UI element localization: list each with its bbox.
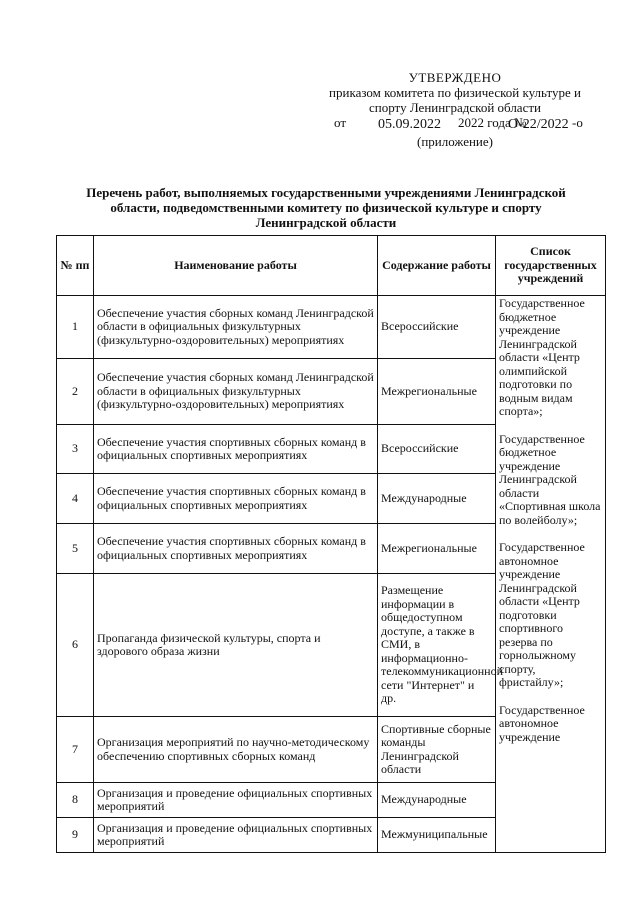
institution-item: Государственное бюджетное учреждение Ленинградской области «Спортивная школа по волейболу»; [499,431,601,527]
approval-date-line [290,115,620,131]
approval-year-text: 2022 года № [458,115,527,130]
title-line-3: Ленинградской области [255,215,397,230]
institution-item: Государственное автономное учреждение [499,702,585,744]
row-num: 7 [57,717,94,783]
title-line-2: области, подведомственными комитету по физической культуре и спорту [110,200,542,215]
table-header-row [57,236,606,296]
row-content: Всероссийские [378,296,496,359]
row-content: Международные [378,783,496,818]
institution-item: Государственное бюджетное учреждение Ленинградской области «Центр олимпийской подготовки по водным видам спорта»; [499,296,585,418]
header-institutions: Список государственных учреждений [496,236,606,296]
institution-item: Государственное автономное учреждение Ленинградской области «Центр подготовки спортивного резерва по горнолыжному спорту, фристайлу»; [499,540,585,689]
row-name: Обеспечение участия спортивных сборных команд в официальных спортивных мероприятиях [94,474,378,524]
row-num: 4 [57,474,94,524]
row-name: Обеспечение участия сборных команд Ленинградской области в официальных физкультурных (физкультурно-оздоровительных) мероприятиях [94,296,378,359]
row-name: Пропаганда физической культуры, спорта и здорового образа жизни [94,574,378,717]
row-name: Организация мероприятий по научно-методическому обеспечению спортивных сборных команд [94,717,378,783]
approval-block [290,70,620,149]
row-content: Размещение информации в общедоступном доступе, а также в СМИ, в информационно-телекоммуникационной сети "Интернет" и др. [378,574,496,717]
row-name: Организация и проведение официальных спортивных мероприятий [94,818,378,853]
row-name: Обеспечение участия спортивных сборных команд в официальных спортивных мероприятиях [94,524,378,574]
row-num: 2 [57,359,94,425]
row-num: 5 [57,524,94,574]
works-table [56,235,606,853]
document-title [66,185,586,230]
header-name: Наименование работы [94,236,378,296]
approval-line-2: спорту Ленинградской области [369,100,541,115]
row-name: Обеспечение участия сборных команд Ленинградской области в официальных физкультурных (физкультурно-оздоровительных) мероприятиях [94,359,378,425]
approval-prefix: от [334,115,347,130]
row-num: 3 [57,425,94,474]
row-num: 6 [57,574,94,717]
row-content: Всероссийские [378,425,496,474]
row-name: Организация и проведение официальных спортивных мероприятий [94,783,378,818]
row-content: Международные [378,474,496,524]
header-content: Содержание работы [378,236,496,296]
row-content: Межрегиональные [378,524,496,574]
table-row [57,296,606,359]
row-content: Межрегиональные [378,359,496,425]
approval-order-number: О-22/2022 [508,117,569,132]
approval-date: 05.09.2022 [378,117,441,132]
row-num: 8 [57,783,94,818]
row-num: 1 [57,296,94,359]
row-content: Межмуниципальные [378,818,496,853]
institutions-cell [496,296,606,853]
approval-suffix: -о [572,115,583,130]
approval-line-1: приказом комитета по физической культуре и [329,85,581,100]
header-num: № пп [57,236,94,296]
title-line-1: Перечень работ, выполняемых государственными учреждениями Ленинградской [86,185,566,200]
approval-word: УТВЕРЖДЕНО [408,70,502,85]
row-name: Обеспечение участия спортивных сборных команд в официальных спортивных мероприятиях [94,425,378,474]
approval-annex: (приложение) [416,134,493,149]
row-content: Спортивные сборные команды Ленинградской области [378,717,496,783]
row-num: 9 [57,818,94,853]
